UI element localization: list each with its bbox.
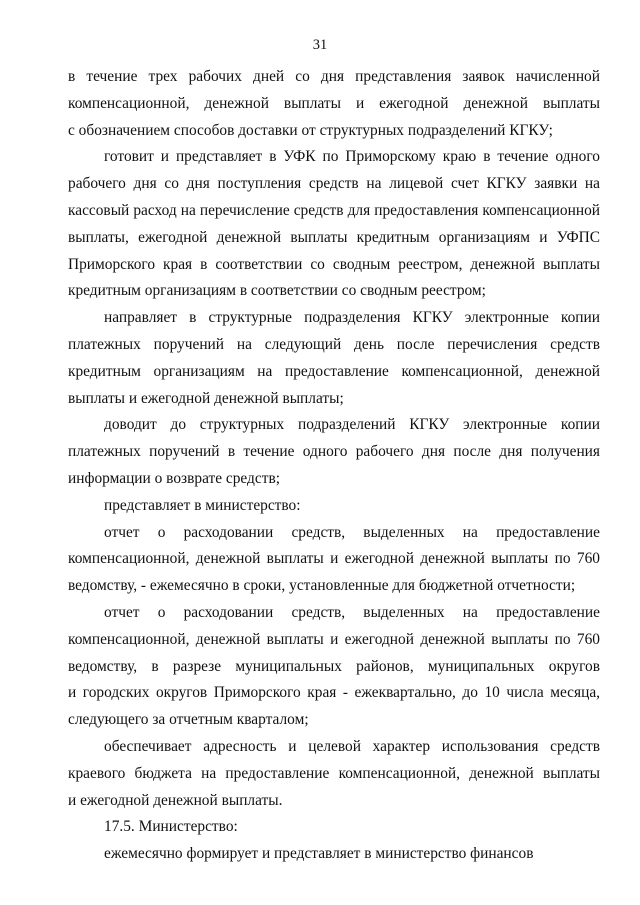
page-number: 31 xyxy=(312,37,328,53)
paragraph xyxy=(68,144,600,305)
text-line: кредитным организациям в соответствии со сводным реестром; xyxy=(68,282,486,300)
paragraph xyxy=(68,734,600,814)
text-line: платежных поручений в течение одного рабочего дня после дня получения xyxy=(68,443,600,461)
text-line: платежных поручений на следующий день после перечисления средств xyxy=(68,335,600,353)
paragraph xyxy=(68,814,600,841)
text-line: кассовый расход на перечисление средств для предоставления компенсационной xyxy=(68,201,600,219)
text-line: 17.5. Министерство: xyxy=(104,818,238,836)
text-line: и городских округов Приморского края - ежеквартально, до 10 числа месяца, xyxy=(68,684,600,702)
paragraph xyxy=(68,841,600,868)
text-line: отчет о расходовании средств, выделенных на предоставление xyxy=(104,603,600,621)
text-line: ведомству, в разрезе муниципальных районов, муниципальных округов xyxy=(68,657,600,675)
text-line: компенсационной, денежной выплаты и ежегодной денежной выплаты по 760 xyxy=(68,550,600,568)
text-line: компенсационной, денежной выплаты и ежегодной денежной выплаты xyxy=(68,94,600,112)
text-line: обеспечивает адресность и целевой характер использования средств xyxy=(104,737,600,755)
text-line: выплаты и ежегодной денежной выплаты; xyxy=(68,389,344,407)
text-line: информации о возврате средств; xyxy=(68,469,280,487)
text-line: в течение трех рабочих дней со дня представления заявок начисленной xyxy=(68,68,600,85)
paragraph xyxy=(68,64,600,144)
text-line: ведомству, - ежемесячно в сроки, установленные для бюджетной отчетности; xyxy=(68,577,576,595)
text-line: готовит и представляет в УФК по Приморскому краю в течение одного xyxy=(104,148,600,166)
text-line: следующего за отчетным кварталом; xyxy=(68,711,309,729)
text-line: и ежегодной денежной выплаты. xyxy=(68,791,283,809)
text-line: краевого бюджета на предоставление компенсационной, денежной выплаты xyxy=(68,764,600,782)
text-line: рабочего дня со дня поступления средств на лицевой счет КГКУ заявки на xyxy=(68,175,600,193)
document-body xyxy=(68,64,600,868)
text-line: с обозначением способов доставки от структурных подразделений КГКУ; xyxy=(68,121,553,139)
text-line: Приморского края в соответствии со сводным реестром, денежной выплаты xyxy=(68,255,600,273)
text-line: кредитным организациям на предоставление компенсационной, денежной xyxy=(68,362,600,380)
paragraph xyxy=(68,493,600,520)
text-line: направляет в структурные подразделения КГКУ электронные копии xyxy=(104,309,600,327)
paragraph xyxy=(68,305,600,412)
text-line: компенсационной, денежной выплаты и ежегодной денежной выплаты по 760 xyxy=(68,630,600,648)
paragraph xyxy=(68,412,600,492)
paragraph xyxy=(68,600,600,734)
text-line: доводит до структурных подразделений КГКУ электронные копии xyxy=(104,416,600,434)
text-line: выплаты, ежегодной денежной выплаты кредитным организациям и УФПС xyxy=(68,228,600,246)
text-line: ежемесячно формирует и представляет в министерство финансов xyxy=(104,845,534,863)
text-line: отчет о расходовании средств, выделенных на предоставление xyxy=(104,523,600,541)
paragraph xyxy=(68,520,600,600)
text-line: представляет в министерство: xyxy=(104,496,301,514)
